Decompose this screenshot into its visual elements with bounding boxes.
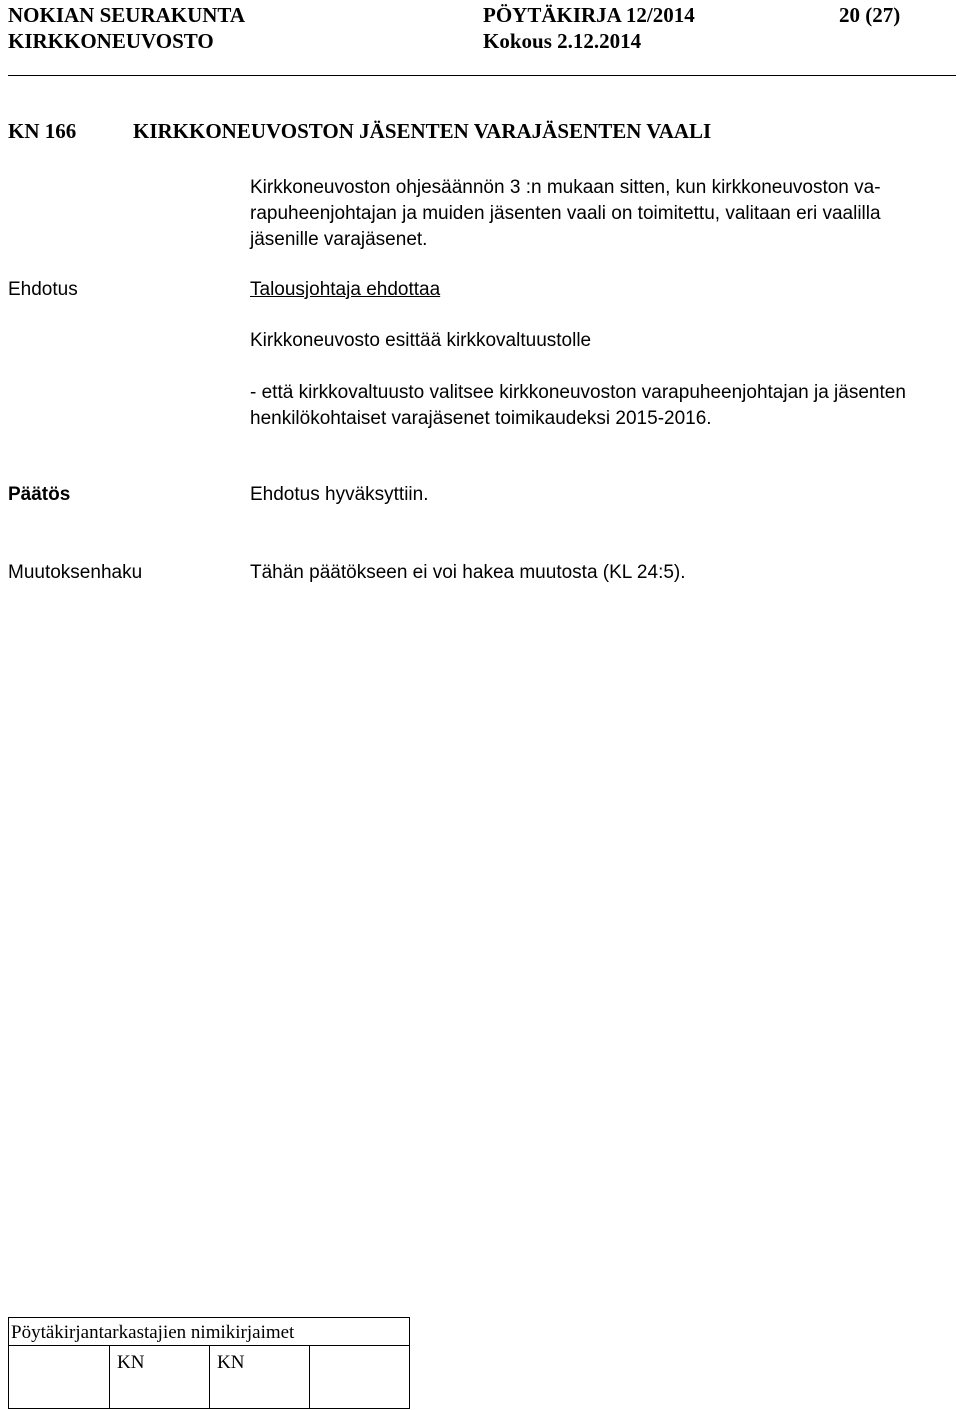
section-title: KIRKKONEUVOSTON JÄSENTEN VARAJÄSENTEN VAALI: [133, 119, 712, 143]
signature-table: [8, 1317, 410, 1409]
proposal-statement: Kirkkoneuvosto esittää kirkkovaltuustolle: [250, 330, 592, 351]
meeting-date: Kokous 2.12.2014: [483, 29, 642, 53]
section-heading: [8, 119, 712, 143]
page-number: 20 (27): [839, 3, 901, 27]
header-divider: [8, 75, 956, 76]
council-name: KIRKKONEUVOSTO: [8, 29, 214, 53]
initials-cell-1: KN: [117, 1352, 145, 1373]
section-number: KN 166: [8, 119, 77, 143]
proposal-line-2: henkilökohtaiset varajäsenet toimikaudeksi 2015-2016.: [250, 408, 712, 429]
decision-label: Päätös: [8, 484, 71, 505]
signature-table-col-divider-2: [209, 1345, 210, 1408]
proposer: Talousjohtaja ehdottaa: [250, 279, 441, 300]
proposal-label: Ehdotus: [8, 279, 78, 300]
intro-line-2: rapuheenjohtajan ja muiden jäsenten vaali on toimitettu, valitaan eri vaalilla: [250, 203, 881, 224]
appeal-text: Tähän päätökseen ei voi hakea muutosta (KL 24:5).: [250, 562, 686, 583]
proposal-line-1: - että kirkkovaltuusto valitsee kirkkoneuvoston varapuheenjohtajan ja jäsenten: [250, 382, 906, 403]
signature-table-col-divider-3: [309, 1345, 310, 1408]
intro-line-1: Kirkkoneuvoston ohjesäännön 3 :n mukaan sitten, kun kirkkoneuvoston va-: [250, 177, 881, 198]
appeal-label: Muutoksenhaku: [8, 562, 143, 583]
intro-line-3: jäsenille varajäsenet.: [250, 229, 428, 250]
initials-cell-2: KN: [217, 1352, 245, 1373]
document-type: PÖYTÄKIRJA 12/2014: [483, 3, 695, 27]
decision-text: Ehdotus hyväksyttiin.: [250, 484, 429, 505]
signature-table-col-divider-1: [109, 1345, 110, 1408]
signature-table-title: Pöytäkirjantarkastajien nimikirjaimet: [11, 1322, 295, 1343]
organization-name: NOKIAN SEURAKUNTA: [8, 3, 246, 27]
